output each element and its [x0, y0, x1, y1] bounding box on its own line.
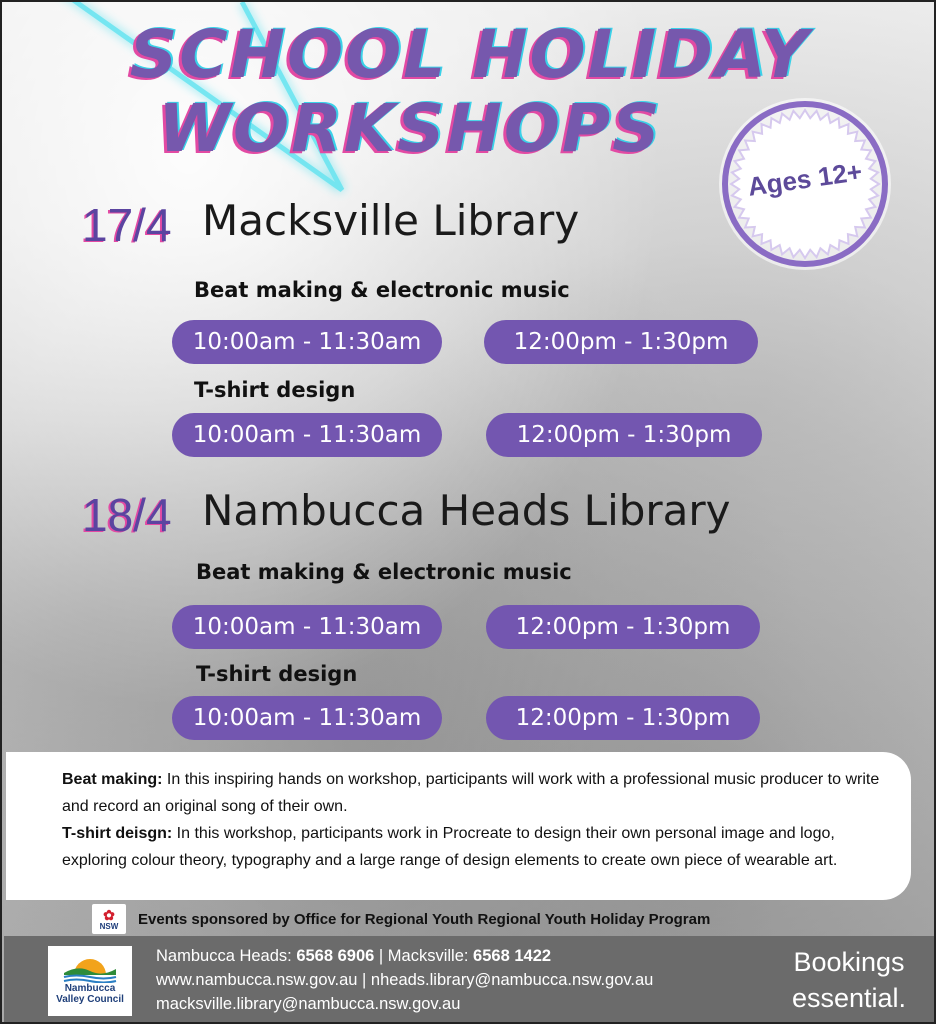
- waratah-icon: ✿: [103, 906, 115, 923]
- phone-label: Nambucca Heads:: [156, 947, 297, 965]
- council-name-line-2: Valley Council: [56, 994, 124, 1005]
- sunrise-logo-icon: [60, 957, 120, 983]
- description-text: In this inspiring hands on workshop, participants will work with a professional music producer to write and record an original song of their own.: [62, 771, 880, 815]
- session-time: 12:00pm - 1:30pm: [486, 696, 760, 740]
- nsw-logo-text: NSW: [99, 921, 119, 931]
- session-time: 10:00am - 11:30am: [172, 413, 442, 457]
- event-venue: Macksville Library: [202, 196, 580, 245]
- description-text: In this workshop, participants work in Procreate to design their own personal image and logo, exploring colour theory, typography and a large range of design elements to create own piece of wearable art.: [62, 825, 838, 869]
- description-heading: T-shirt deisgn:: [62, 825, 173, 842]
- session-time: 12:00pm - 1:30pm: [484, 320, 758, 364]
- nsw-government-logo: [92, 904, 126, 934]
- workshop-title: Beat making & electronic music: [196, 560, 572, 584]
- event-venue: Nambucca Heads Library: [202, 486, 731, 535]
- sponsor-text: Events sponsored by Office for Regional Youth Regional Youth Holiday Program: [138, 910, 711, 928]
- session-time: 12:00pm - 1:30pm: [486, 605, 760, 649]
- footer: [4, 936, 936, 1024]
- event-date: 18/4: [82, 489, 172, 541]
- description-tshirt-design: [62, 820, 891, 874]
- workshop-title: Beat making & electronic music: [194, 278, 570, 302]
- phone-number-macksville[interactable]: 6568 1422: [473, 947, 552, 965]
- phone-label: | Macksville:: [374, 947, 474, 965]
- phone-number-nambucca[interactable]: 6568 6906: [296, 947, 375, 965]
- phone-line: [156, 944, 756, 968]
- event-date: 17/4: [82, 199, 172, 251]
- bookings-line-2: essential.: [791, 983, 907, 1013]
- workshop-title: T-shirt design: [194, 378, 356, 402]
- title-line-2: WORKSHOPS: [158, 90, 662, 167]
- session-time: 10:00am - 11:30am: [172, 605, 442, 649]
- workshop-descriptions: [6, 752, 911, 900]
- sponsor-line: [92, 904, 912, 934]
- title-line-1: SCHOOL HOLIDAY: [129, 16, 811, 93]
- session-time: 12:00pm - 1:30pm: [486, 413, 762, 457]
- session-time: 10:00am - 11:30am: [172, 696, 442, 740]
- bookings-line-1: Bookings: [793, 947, 905, 977]
- email-line[interactable]: macksville.library@nambucca.nsw.gov.au: [156, 995, 461, 1013]
- contact-details: [156, 944, 756, 1016]
- workshop-title: T-shirt design: [196, 662, 358, 686]
- age-badge-label: Ages 12+: [745, 156, 864, 202]
- description-beat-making: [62, 766, 891, 820]
- description-heading: Beat making:: [62, 771, 163, 788]
- bookings-notice: [774, 944, 924, 1016]
- session-time: 10:00am - 11:30am: [172, 320, 442, 364]
- council-name-line-1: Nambucca: [64, 983, 116, 994]
- web-email-line[interactable]: www.nambucca.nsw.gov.au | nheads.library@nambucca.nsw.gov.au: [156, 971, 654, 989]
- council-logo: [48, 946, 132, 1016]
